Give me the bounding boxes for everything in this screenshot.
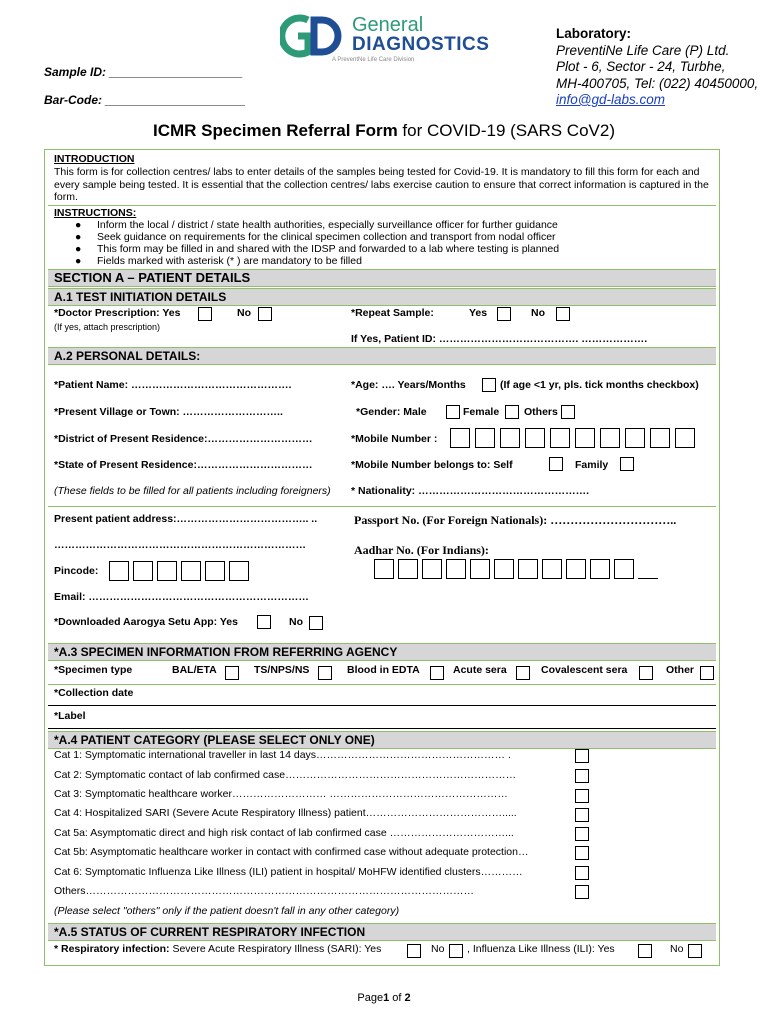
form-title-bold: ICMR Specimen Referral Form <box>153 121 398 140</box>
aarogya-yes-checkbox[interactable] <box>257 615 271 629</box>
foreigner-note: (These fields to be filled for all patients including foreigners) <box>54 485 331 497</box>
a3-header: *A.3 SPECIMEN INFORMATION FROM REFERRING AGENCY <box>48 643 716 661</box>
mobile-digit-box[interactable] <box>475 428 495 448</box>
ili-label: , Influenza Like Illness (ILI): Yes <box>467 943 615 955</box>
page-number: 1 <box>383 992 390 1004</box>
specimen-acute-checkbox[interactable] <box>516 666 530 680</box>
repeat-no-checkbox[interactable] <box>556 307 570 321</box>
sari-label: Severe Acute Respiratory Illness (SARI): Yes <box>172 943 382 955</box>
mobile-self-checkbox[interactable] <box>549 457 563 471</box>
state-field[interactable]: *State of Present Residence:…………………………… <box>54 459 313 471</box>
aadhar-digit-box[interactable] <box>638 559 658 579</box>
specimen-ts-checkbox[interactable] <box>318 666 332 680</box>
pincode-digit-box[interactable] <box>133 561 153 581</box>
nationality-field[interactable]: * Nationality: …………………………………………. <box>351 485 590 497</box>
section-a-header: SECTION A – PATIENT DETAILS <box>48 269 716 287</box>
label-field[interactable]: *Label <box>54 710 86 722</box>
pincode-digit-box[interactable] <box>181 561 201 581</box>
patient-id-field[interactable]: If Yes, Patient ID: …………………………………. ………………. <box>351 333 648 345</box>
aadhar-digit-box[interactable] <box>494 559 514 579</box>
repeat-no-label: No <box>531 307 545 319</box>
divider <box>48 506 716 507</box>
repeat-yes-label: Yes <box>469 307 488 319</box>
intro-heading: INTRODUCTION <box>54 153 135 165</box>
barcode-field[interactable]: Bar-Code: _____________________ <box>44 93 246 107</box>
logo-line1: General <box>352 14 424 36</box>
gender-female-checkbox[interactable] <box>505 405 519 419</box>
gender-others-checkbox[interactable] <box>561 405 575 419</box>
sari-yes-checkbox[interactable] <box>407 944 421 958</box>
cat5a-checkbox[interactable] <box>575 827 589 841</box>
mobile-label: *Mobile Number : <box>351 433 438 445</box>
aadhar-digit-box[interactable] <box>590 559 610 579</box>
mobile-digit-box[interactable] <box>550 428 570 448</box>
specimen-type-option: BAL/ETA <box>172 664 217 676</box>
ili-no-label: No <box>670 943 684 955</box>
category-note: (Please select "others" only if the patient doesn't fall in any other category) <box>54 905 400 917</box>
specimen-covalescent-checkbox[interactable] <box>639 666 653 680</box>
aadhar-digit-box[interactable] <box>422 559 442 579</box>
gd-logo-icon <box>280 14 344 58</box>
bullet-icon: ● <box>75 219 82 231</box>
form-title-rest: for COVID-19 (SARS CoV2) <box>397 121 615 140</box>
page-label: Page <box>357 992 384 1004</box>
mobile-belongs-label: *Mobile Number belongs to: Self <box>351 459 513 471</box>
mobile-family-label: Family <box>575 459 609 471</box>
doctor-prescription-label: *Doctor Prescription: Yes <box>54 307 181 319</box>
lab-title: Laboratory: <box>556 26 632 41</box>
specimen-other-checkbox[interactable] <box>700 666 714 680</box>
pincode-digit-box[interactable] <box>229 561 249 581</box>
lab-line: Plot - 6, Sector - 24, Turbhe, <box>556 59 726 74</box>
category-option: Cat 4: Hospitalized SARI (Severe Acute Respiratory Illness) patient…………………………………..... <box>54 807 517 819</box>
specimen-type-option: Acute sera <box>453 664 507 676</box>
lab-line: PreventiNe Life Care (P) Ltd. <box>556 42 730 58</box>
logo-tagline: A PreventNe Life Care Division <box>332 57 415 63</box>
specimen-type-option: Blood in EDTA <box>347 664 420 676</box>
specimen-type-option: TS/NPS/NS <box>254 664 310 676</box>
divider <box>48 205 716 206</box>
gender-others-label: Others <box>524 406 558 418</box>
cat3-checkbox[interactable] <box>575 789 589 803</box>
category-option: Cat 6: Symptomatic Influenza Like Illness (ILI) patient in hospital/ MoHFW identified clusters………… <box>54 866 523 878</box>
aarogya-no-checkbox[interactable] <box>309 616 323 630</box>
pincode-digit-box[interactable] <box>157 561 177 581</box>
instruction-item: Inform the local / district / state health authorities, especially surveillance officer for further guidance <box>97 219 558 231</box>
repeat-yes-checkbox[interactable] <box>497 307 511 321</box>
page-of: of <box>389 992 405 1004</box>
a4-header: *A.4 PATIENT CATEGORY (PLEASE SELECT ONLY ONE) <box>48 731 716 749</box>
bullet-icon: ● <box>75 243 82 255</box>
respiratory-label: * Respiratory infection: <box>54 943 170 955</box>
intro-text: This form is for collection centres/ labs to enter details of the samples being tested for Covid-19. It is mandatory to fill this form for each and every sample being tested. It is essential that the collection centres/ labs exercise caution to ensure that correct information is captured in the form. <box>54 166 709 203</box>
header-left <box>44 58 246 114</box>
aarogya-label: *Downloaded Aarogya Setu App: Yes <box>54 616 238 628</box>
instruction-item: Seek guidance on requirements for the clinical specimen collection and transport from nodal officer <box>97 231 556 243</box>
rx-no-label: No <box>237 307 251 319</box>
logo-line2: DIAGNOSTICS <box>352 34 490 55</box>
sample-id-field[interactable]: Sample ID: ____________________ <box>44 65 243 79</box>
category-option: Cat 3: Symptomatic healthcare worker……………………… …………………………………………… <box>54 788 508 800</box>
district-field[interactable]: *District of Present Residence:………………………… <box>54 433 313 445</box>
company-logo <box>280 10 510 66</box>
email-field[interactable]: Email: ……………………………………………………… <box>54 591 309 603</box>
aadhar-digit-box[interactable] <box>374 559 394 579</box>
gender-female-label: Female <box>463 406 500 418</box>
instruction-item: Fields marked with asterisk (* ) are mandatory to be filled <box>97 255 362 267</box>
aadhar-digit-box[interactable] <box>614 559 634 579</box>
category-option: Cat 5b: Asymptomatic healthcare worker in contact with confirmed case without adequate protection… <box>54 846 529 858</box>
mobile-digit-box[interactable] <box>600 428 620 448</box>
respiratory-row <box>54 943 381 955</box>
mobile-digit-box[interactable] <box>625 428 645 448</box>
gender-label: *Gender: Male <box>356 406 427 418</box>
category-option: Cat 5a: Asymptomatic direct and high risk contact of lab confirmed case ……………………………... <box>54 827 514 839</box>
cat2-checkbox[interactable] <box>575 769 589 783</box>
age-months-checkbox[interactable] <box>482 378 496 392</box>
pincode-digit-box[interactable] <box>205 561 225 581</box>
village-field[interactable]: *Present Village or Town: ……………………….. <box>54 406 283 418</box>
address-field[interactable]: Present patient address:……………………………….. .. <box>54 513 318 525</box>
category-option: Cat 1: Symptomatic international traveller in last 14 days……………………………………………… . <box>54 749 511 761</box>
others-checkbox[interactable] <box>575 885 589 899</box>
pincode-digit-box[interactable] <box>109 561 129 581</box>
aadhar-digit-box[interactable] <box>566 559 586 579</box>
aarogya-no-label: No <box>289 616 303 628</box>
repeat-sample-label: *Repeat Sample: <box>351 307 434 319</box>
cat6-checkbox[interactable] <box>575 866 589 880</box>
a1-header: A.1 TEST INITIATION DETAILS <box>48 288 716 306</box>
sari-no-checkbox[interactable] <box>449 944 463 958</box>
divider <box>48 728 716 729</box>
mobile-digit-box[interactable] <box>575 428 595 448</box>
a5-header: *A.5 STATUS OF CURRENT RESPIRATORY INFECTION <box>48 923 716 941</box>
page-footer <box>0 992 768 1004</box>
mobile-family-checkbox[interactable] <box>620 457 634 471</box>
category-option: Others………………………………………………………………………………………………… <box>54 885 475 897</box>
passport-field[interactable]: Passport No. (For Foreign Nationals): ………………………….. <box>354 513 677 527</box>
a2-header: A.2 PERSONAL DETAILS: <box>48 347 716 365</box>
specimen-type-label: *Specimen type <box>54 664 133 676</box>
aadhar-digit-box[interactable] <box>470 559 490 579</box>
sari-no-label: No <box>431 943 445 955</box>
cat1-checkbox[interactable] <box>575 749 589 763</box>
laboratory-block <box>556 26 758 109</box>
rx-yes-checkbox[interactable] <box>198 307 212 321</box>
divider <box>48 684 716 685</box>
ili-no-checkbox[interactable] <box>688 944 702 958</box>
rx-no-checkbox[interactable] <box>258 307 272 321</box>
age-note: (If age <1 yr, pls. tick months checkbox) <box>500 379 699 391</box>
form-frame <box>44 149 720 966</box>
divider <box>48 705 716 706</box>
aadhar-digit-box[interactable] <box>518 559 538 579</box>
specimen-type-option: Other <box>666 664 695 676</box>
lab-line: MH-400705, Tel: (022) 40450000, <box>556 75 759 91</box>
address-field-line2[interactable]: ……………………………………………………………… <box>54 539 306 551</box>
specimen-type-option: Covalescent sera <box>541 664 628 676</box>
aadhar-digit-box[interactable] <box>542 559 562 579</box>
cat5b-checkbox[interactable] <box>575 846 589 860</box>
aadhar-digit-box[interactable] <box>446 559 466 579</box>
bullet-icon: ● <box>75 255 82 267</box>
gender-male-checkbox[interactable] <box>446 405 460 419</box>
cat4-checkbox[interactable] <box>575 808 589 822</box>
rx-note: (If yes, attach prescription) <box>54 322 161 332</box>
instructions-heading: INSTRUCTIONS: <box>54 207 137 219</box>
ili-yes-checkbox[interactable] <box>638 944 652 958</box>
patient-name-field[interactable]: *Patient Name: ………………………………………. <box>54 379 292 391</box>
pincode-label: Pincode: <box>54 565 99 577</box>
lab-email-link[interactable]: info@gd-labs.com <box>556 92 666 107</box>
mobile-digit-box[interactable] <box>675 428 695 448</box>
aadhar-digit-box[interactable] <box>398 559 418 579</box>
mobile-digit-box[interactable] <box>500 428 520 448</box>
category-option: Cat 2: Symptomatic contact of lab confirmed case………………………………………………………… <box>54 769 517 781</box>
age-field[interactable]: *Age: …. Years/Months <box>351 379 466 391</box>
specimen-blood-checkbox[interactable] <box>430 666 444 680</box>
mobile-digit-box[interactable] <box>450 428 470 448</box>
collection-date-field[interactable]: *Collection date <box>54 687 134 699</box>
mobile-digit-box[interactable] <box>525 428 545 448</box>
specimen-bal-checkbox[interactable] <box>225 666 239 680</box>
bullet-icon: ● <box>75 231 82 243</box>
mobile-digit-box[interactable] <box>650 428 670 448</box>
instruction-item: This form may be filled in and shared with the IDSP and forwarded to a lab where testing is planned <box>97 243 560 255</box>
aadhar-label: Aadhar No. (For Indians): <box>354 543 489 557</box>
page-total: 2 <box>404 992 411 1004</box>
form-title <box>0 121 768 141</box>
